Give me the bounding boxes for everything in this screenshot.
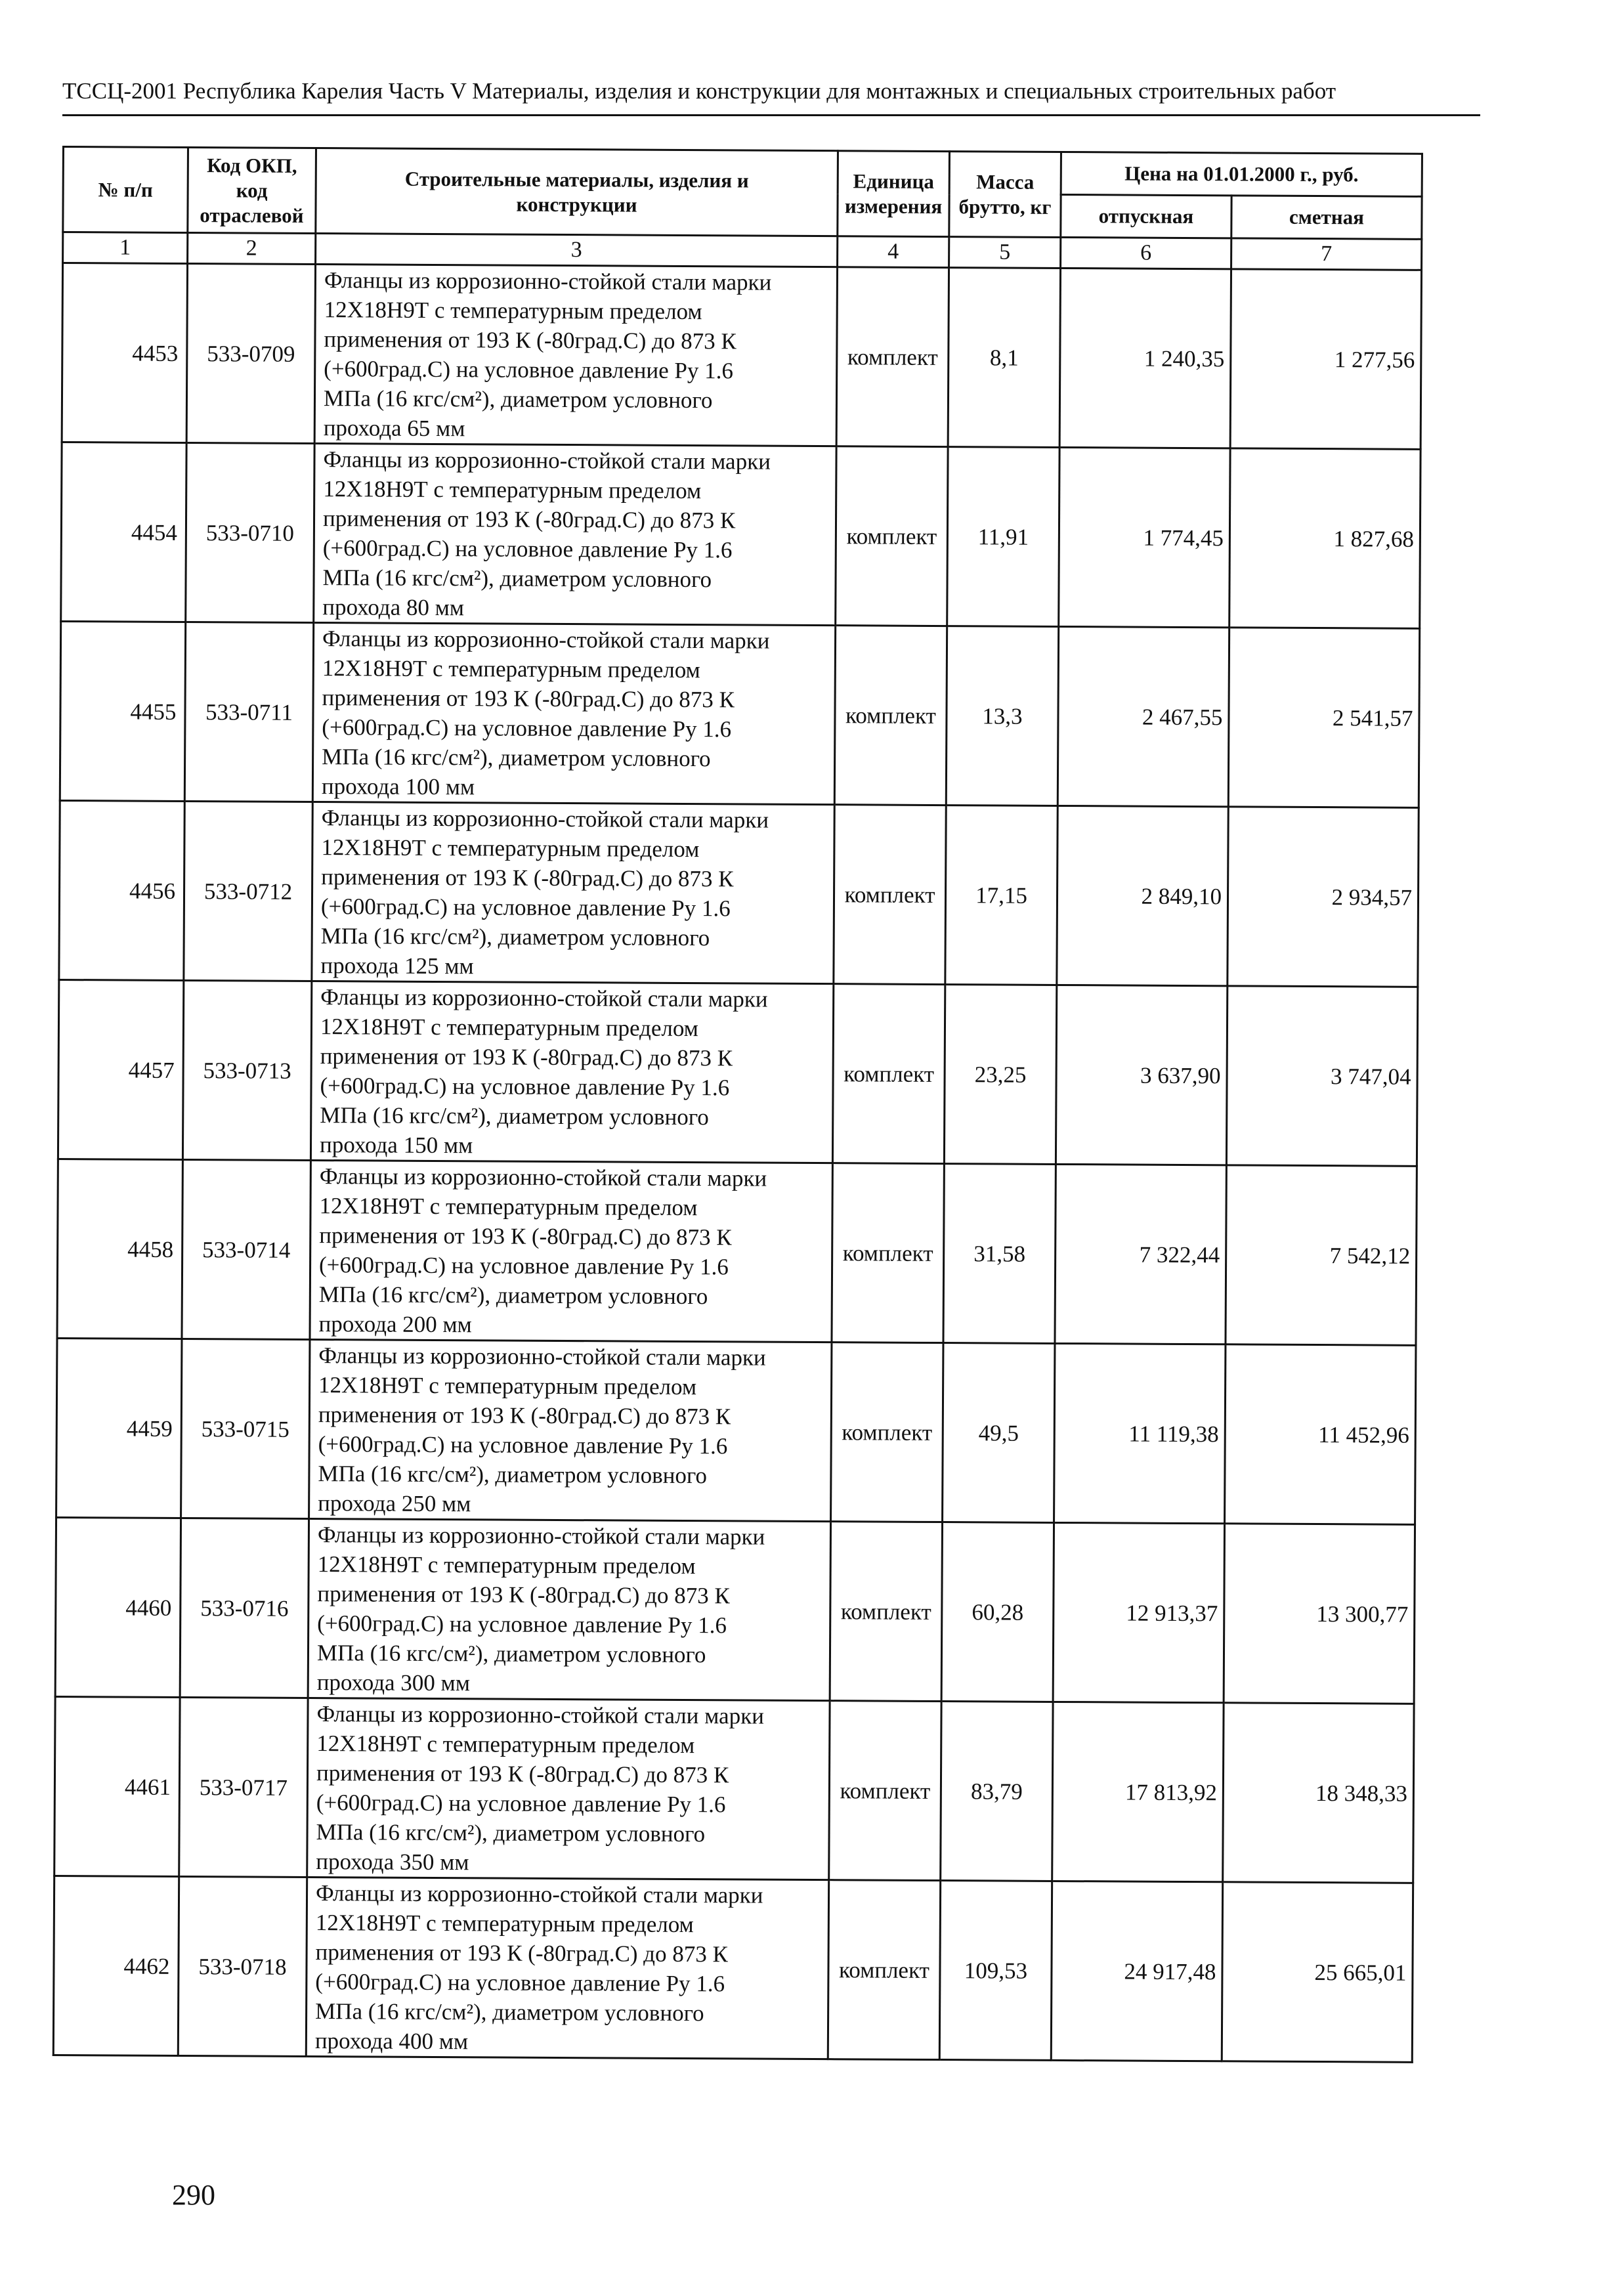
price-table <box>53 146 1423 2063</box>
row-description-text: Фланцы из коррозионно-стойкой стали марки 12Х18Н9Т с температурным пределом применения от 193 К (-80град.С) до 873 К (+600град.С) на условное давление Ру 1.6 МПа (16 кгс/см²), диаметром условного прохода 100 мм <box>321 626 770 800</box>
row-code: 533-0715 <box>181 1339 310 1518</box>
row-description <box>307 1698 830 1879</box>
header-price-estimate: сметная <box>1231 196 1422 240</box>
row-number: 4456 <box>59 800 184 980</box>
row-price-estimate: 25 665,01 <box>1222 1882 1413 2063</box>
page-number: 290 <box>172 2179 215 2211</box>
row-unit: комплект <box>834 626 947 805</box>
row-description <box>312 802 834 984</box>
row-price-estimate: 11 452,96 <box>1225 1344 1416 1525</box>
table-row <box>57 1159 1417 1345</box>
row-number: 4459 <box>56 1338 182 1518</box>
row-price-estimate: 2 541,57 <box>1228 628 1419 808</box>
row-unit: комплект <box>834 805 946 985</box>
row-price-release: 3 637,90 <box>1056 985 1227 1165</box>
row-number: 4462 <box>53 1876 179 2055</box>
header-price-group: Цена на 01.01.2000 г., руб. <box>1061 152 1422 196</box>
row-code: 533-0709 <box>186 264 315 444</box>
row-description-text: Фланцы из коррозионно-стойкой стали марки 12Х18Н9Т с температурным пределом применения от 193 К (-80град.С) до 873 К (+600град.С) на условное давление Ру 1.6 МПа (16 кгс/см²), диаметром условного прохода 125 мм <box>320 805 769 979</box>
table-row <box>56 1338 1416 1524</box>
row-code: 533-0714 <box>182 1159 310 1339</box>
row-unit: комплект <box>830 1522 942 1702</box>
row-mass: 109,53 <box>939 1881 1052 2061</box>
row-description-text: Фланцы из коррозионно-стойкой стали марки 12Х18Н9Т с температурным пределом применения от 193 К (-80град.С) до 873 К (+600град.С) на условное давление Ру 1.6 МПа (16 кгс/см²), диаметром условного прохода 300 мм <box>316 1522 765 1696</box>
table-row <box>54 1696 1414 1883</box>
table-row <box>60 621 1419 807</box>
row-mass: 23,25 <box>944 985 1056 1165</box>
column-number: 4 <box>838 236 949 268</box>
row-description-text: Фланцы из коррозионно-стойкой стали марки 12Х18Н9Т с температурным пределом применения от 193 К (-80град.С) до 873 К (+600град.С) на условное давление Ру 1.6 МПа (16 кгс/см²), диаметром условного прохода 400 мм <box>314 1880 763 2055</box>
row-price-release: 11 119,38 <box>1054 1343 1226 1523</box>
row-price-release: 1 240,35 <box>1059 268 1231 448</box>
row-mass: 49,5 <box>943 1343 1055 1523</box>
header-mass: Масса брутто, кг <box>949 152 1061 238</box>
header-item-number: № п/п <box>63 147 188 233</box>
table-row <box>58 979 1417 1166</box>
row-price-estimate: 1 277,56 <box>1230 269 1421 450</box>
row-unit: комплект <box>828 1880 940 2060</box>
row-price-release: 2 849,10 <box>1057 805 1228 985</box>
row-description <box>314 444 836 626</box>
row-code: 533-0713 <box>182 980 311 1160</box>
row-number: 4458 <box>57 1159 182 1339</box>
row-description-text: Фланцы из коррозионно-стойкой стали марки 12Х18Н9Т с температурным пределом применения от 193 К (-80град.С) до 873 К (+600град.С) на условное давление Ру 1.6 МПа (16 кгс/см²), диаметром условного прохода 80 мм <box>322 446 771 621</box>
row-code: 533-0712 <box>184 801 312 981</box>
row-code: 533-0710 <box>186 442 314 622</box>
row-number: 4461 <box>54 1696 180 1876</box>
row-mass: 83,79 <box>941 1702 1053 1881</box>
row-description <box>310 1161 832 1342</box>
row-mass: 11,91 <box>947 447 1059 627</box>
row-description <box>306 1877 828 2059</box>
row-mass: 31,58 <box>943 1164 1056 1344</box>
row-description <box>310 981 833 1163</box>
column-number: 7 <box>1231 238 1422 270</box>
row-code: 533-0718 <box>178 1876 307 2056</box>
header-okp-code: Код ОКП, код отраслевой <box>188 148 316 234</box>
row-unit: комплект <box>829 1701 941 1881</box>
row-price-estimate: 13 300,77 <box>1224 1524 1415 1704</box>
row-number: 4457 <box>58 979 183 1159</box>
column-number: 3 <box>316 234 838 267</box>
column-number: 1 <box>63 232 188 264</box>
row-price-estimate: 1 827,68 <box>1229 448 1421 629</box>
row-unit: комплект <box>831 1342 943 1522</box>
row-description <box>312 623 835 805</box>
row-price-release: 24 917,48 <box>1051 1881 1222 2061</box>
row-mass: 60,28 <box>941 1522 1054 1702</box>
row-mass: 17,15 <box>945 805 1058 985</box>
column-number: 2 <box>188 233 316 265</box>
row-price-estimate: 7 542,12 <box>1226 1165 1417 1346</box>
row-code: 533-0711 <box>184 622 313 802</box>
row-code: 533-0716 <box>180 1518 309 1698</box>
table-row <box>61 442 1421 629</box>
row-unit: комплект <box>836 446 948 626</box>
price-table-container <box>53 146 1421 2063</box>
row-number: 4455 <box>60 621 185 801</box>
row-price-estimate: 18 348,33 <box>1223 1703 1414 1883</box>
row-description <box>314 265 837 446</box>
row-price-release: 17 813,92 <box>1052 1702 1224 1881</box>
row-price-release: 7 322,44 <box>1055 1164 1226 1344</box>
row-description-text: Фланцы из коррозионно-стойкой стали марки 12Х18Н9Т с температурным пределом применения от 193 К (-80град.С) до 873 К (+600град.С) на условное давление Ру 1.6 МПа (16 кгс/см²), диаметром условного прохода 65 мм <box>323 267 772 442</box>
row-price-estimate: 3 747,04 <box>1226 986 1417 1167</box>
column-number: 5 <box>949 237 1061 268</box>
row-price-release: 2 467,55 <box>1058 626 1229 806</box>
row-unit: комплект <box>836 267 949 447</box>
row-mass: 13,3 <box>946 626 1058 806</box>
table-row <box>55 1517 1415 1704</box>
row-price-estimate: 2 934,57 <box>1228 807 1419 987</box>
row-description-text: Фланцы из коррозионно-стойкой стали марки 12Х18Н9Т с температурным пределом применения от 193 К (-80град.С) до 873 К (+600град.С) на условное давление Ру 1.6 МПа (16 кгс/см²), диаметром условного прохода 150 мм <box>319 984 768 1159</box>
header-price-release: отпускная <box>1061 194 1231 238</box>
row-mass: 8,1 <box>948 268 1060 448</box>
table-row <box>53 1876 1413 2062</box>
row-description-text: Фланцы из коррозионно-стойкой стали марки 12Х18Н9Т с температурным пределом применения от 193 К (-80град.С) до 873 К (+600град.С) на условное давление Ру 1.6 МПа (16 кгс/см²), диаметром условного прохода 350 мм <box>316 1701 764 1876</box>
row-description-text: Фланцы из коррозионно-стойкой стали марки 12Х18Н9Т с температурным пределом применения от 193 К (-80град.С) до 873 К (+600град.С) на условное давление Ру 1.6 МПа (16 кгс/см²), диаметром условного прохода 250 мм <box>318 1342 766 1517</box>
row-number: 4453 <box>62 263 187 443</box>
header-material-name: Строительные материалы, изделия и конструкции <box>316 148 838 236</box>
header-divider <box>62 114 1480 116</box>
row-description <box>308 1518 830 1700</box>
column-number: 6 <box>1061 237 1231 268</box>
row-number: 4454 <box>61 442 186 622</box>
row-price-release: 12 913,37 <box>1053 1522 1224 1702</box>
header-unit: Единица измерения <box>838 151 950 237</box>
row-unit: комплект <box>832 1163 944 1343</box>
row-description <box>309 1339 832 1521</box>
row-unit: комплект <box>832 984 945 1164</box>
table-row <box>62 263 1421 450</box>
table-row <box>59 800 1419 987</box>
row-code: 533-0717 <box>179 1697 308 1877</box>
row-number: 4460 <box>55 1517 181 1697</box>
row-description-text: Фланцы из коррозионно-стойкой стали марки 12Х18Н9Т с температурным пределом применения от 193 К (-80град.С) до 873 К (+600град.С) на условное давление Ру 1.6 МПа (16 кгс/см²), диаметром условного прохода 200 мм <box>318 1163 767 1338</box>
page-header: ТССЦ-2001 Республика Карелия Часть V Материалы, изделия и конструкции для монтажных и специальных строительных работ <box>62 78 1336 104</box>
row-price-release: 1 774,45 <box>1059 447 1230 627</box>
